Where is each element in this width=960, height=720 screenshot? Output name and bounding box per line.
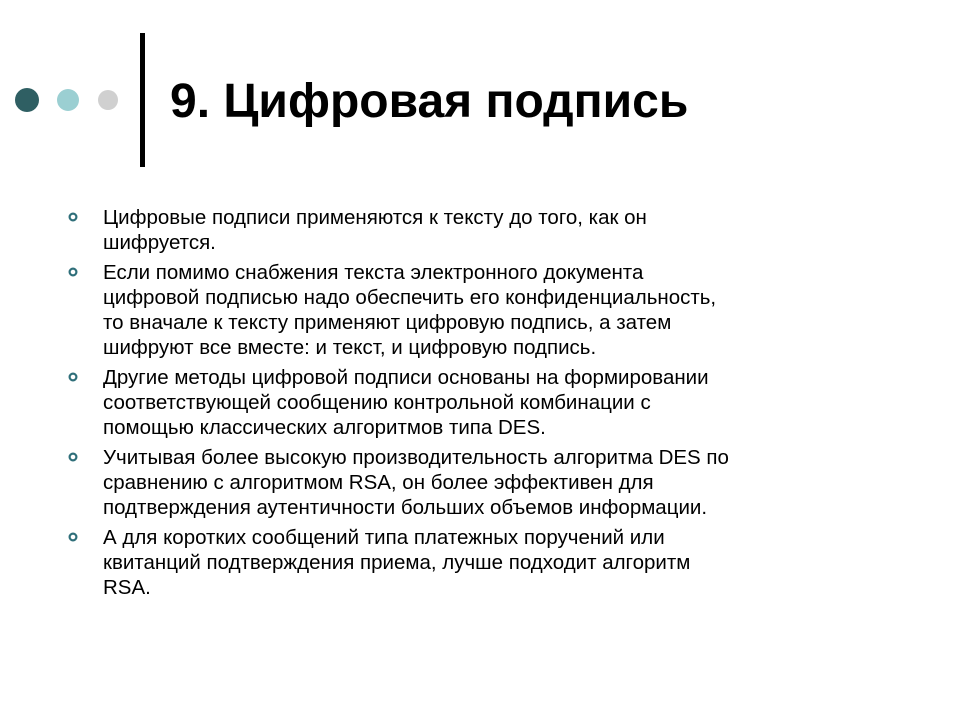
bullet-text xyxy=(103,365,878,440)
bullet-line: Другие методы цифровой подписи основаны на формировании xyxy=(103,366,709,389)
slide-title: 9. Цифровая подпись xyxy=(170,75,689,128)
bullet-line: квитанций подтверждения приема, лучше подходит алгоритм xyxy=(103,551,691,574)
ring-bullet-icon xyxy=(68,267,78,277)
bullet-line: то вначале к тексту применяют цифровую подпись, а затем xyxy=(103,311,672,334)
bullet-text xyxy=(103,260,878,360)
ring-bullet-icon xyxy=(68,532,78,542)
bullet-line: подтверждения аутентичности больших объемов информации. xyxy=(103,496,708,519)
bullet-text xyxy=(103,445,878,520)
bullet-item xyxy=(68,205,878,255)
ring-bullet-icon xyxy=(68,452,78,462)
bullet-item xyxy=(68,365,878,440)
bullet-line: сравнению с алгоритмом RSA, он более эффективен для xyxy=(103,471,654,494)
bullet-line: Если помимо снабжения текста электронного документа xyxy=(103,261,644,284)
light-teal-dot-icon xyxy=(57,89,79,111)
bullet-line: помощью классических алгоритмов типа DES. xyxy=(103,416,546,439)
dark-teal-dot-icon xyxy=(15,88,39,112)
bullet-item xyxy=(68,525,878,600)
bullet-line: Цифровые подписи применяются к тексту до того, как он xyxy=(103,206,647,229)
bullet-list xyxy=(68,205,878,605)
bullet-line: Учитывая более высокую производительность алгоритма DES по xyxy=(103,446,729,469)
bullet-text xyxy=(103,205,878,255)
title-divider xyxy=(140,33,145,167)
bullet-line: шифруется. xyxy=(103,231,216,254)
bullet-item xyxy=(68,260,878,360)
bullet-line: цифровой подписью надо обеспечить его конфиденциальность, xyxy=(103,286,717,309)
bullet-line: шифруют все вместе: и текст, и цифровую подпись. xyxy=(103,336,597,359)
bullet-line: А для коротких сообщений типа платежных поручений или xyxy=(103,526,665,549)
bullet-item xyxy=(68,445,878,520)
bullet-text xyxy=(103,525,878,600)
ring-bullet-icon xyxy=(68,372,78,382)
gray-dot-icon xyxy=(98,90,118,110)
bullet-line: соответствующей сообщению контрольной комбинации с xyxy=(103,391,651,414)
ring-bullet-icon xyxy=(68,212,78,222)
bullet-line: RSA. xyxy=(103,576,151,599)
